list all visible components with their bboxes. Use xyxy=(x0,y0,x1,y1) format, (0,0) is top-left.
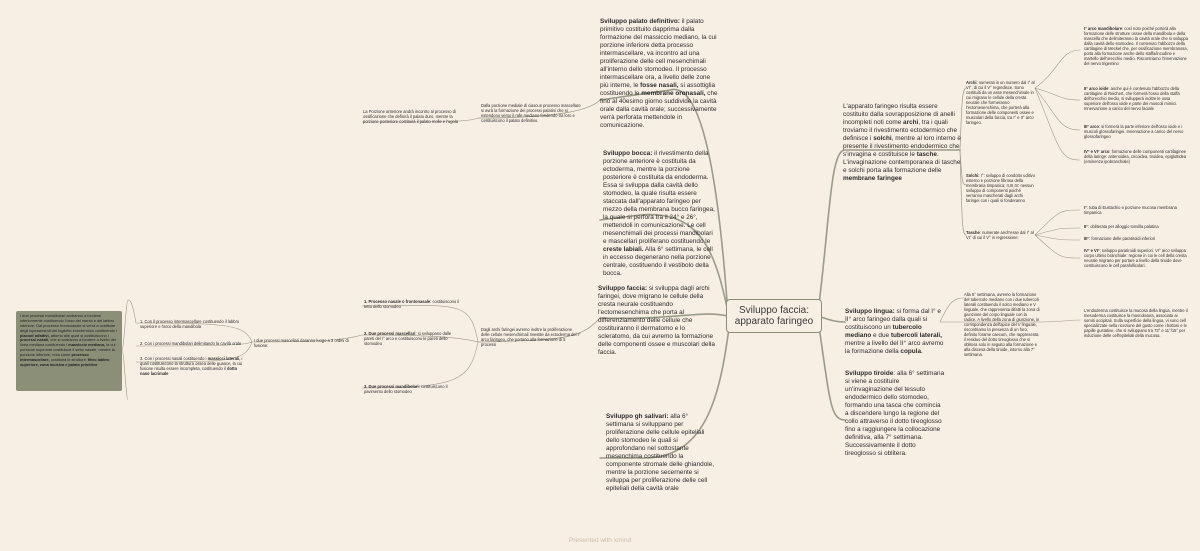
faccia-sub[interactable]: Dagli archi faringei avremo inoltre la proliferazione delle cellule mesenchimali rivestite da ectoderma del I° arco faringeo, che portano alla formazione di 5 processi xyxy=(481,327,581,347)
branch-tiroide xyxy=(818,320,845,420)
footer-credit: Presented with xmind xyxy=(568,537,632,544)
lingua-node[interactable]: Sviluppo lingua: si forma dal I° e II° arco faringeo dalla quali si costituiscono un tubercolo mediano e due tubercoli laterali, mentre a livello del II° arco avremo la formazione della copula. xyxy=(845,308,944,355)
processo-nasale[interactable]: 1. Processo nasale o frontonasale: costituiscono il tetto dello stomodeo xyxy=(364,299,460,309)
tasca-3[interactable]: III°: formazione delle paratiroidi inferiori xyxy=(1084,236,1156,241)
fusione-3[interactable]: 3. Con i processi nasali costituendo i massicci laterali, i quali costituiscono la struttura ossea delle guance, la cui fusione risulta essere incompleta, costituendo il dotto naso lacrimale xyxy=(140,356,243,376)
palato-title: Sviluppo palato definitivo: xyxy=(600,18,680,25)
processi-mandibolari-box[interactable]: I due processi mandibolari andranno a fondersi inferiormente costituendo l'osso del mento e del labbro inferiore. Dal processo frontonasale si verrà a costituire degli ispessimenti del foglietto ectodermico costituendo i placodi olfattivi, attorno alle quali si costituiscono i processi nasali, che si andranno a fondere a livello del linea mediana costituendo i massiccio mediano, la cui porzione superiore costituisce il setto nasale, mentre la porzione inferiore, nota come processo intermascellare, costituirà le strutture: filtro labbro superiore, zona incisiva e palato primitivo xyxy=(16,311,122,391)
palato-sub2[interactable]: La Porzione anteriore andrà incontro al processo di ossificazione che definirà il palato duro, mentre la porzione posteriore costituirà il palato molle e l'ugola xyxy=(363,109,458,124)
processi-mascellari[interactable]: 2. Due processi mascellari: si sviluppano dalle pareti del I° arco e costituiscono le pareti dello stomodeo xyxy=(364,331,452,346)
palato-node[interactable]: Sviluppo palato definitivo: il palato primitivo costituito dapprima dalla formazione del massiccio mediano, la cui porzione inferiore detta processo intermascellare, va incontro ad una proliferazione delle cell mesenchimali all'interno dello stomodeo. Il processo intermascellare ora, a livello delle zone più interne, le fosse nasali, si assottiglia costituendo le membrane oronasali, che fino al 40esimo giorno suddivide la cavità orale dalla cavità orale; successivamente verrà perforata mettendole in comunicazione. xyxy=(600,18,718,129)
ordini-fusione[interactable]: I due processi mascellari daranno luogo a 3 ordini di fusione: xyxy=(254,338,349,348)
solchi-node[interactable]: Solchi: I°: sviluppo di condotto uditivo esterno e porzione fibrosa della membrana timpanica; II,III,IV: nessun sviluppo di componenti poiché verranno mascherati dagli archi faringei con i quali si fonderanno xyxy=(966,173,1035,203)
branch-lingua xyxy=(818,316,845,322)
lingua-sub1[interactable]: Alla 5° settimana, avremo la formazione del tubercolo mediano con i due tubercoli laterali costituendo il solco mediano e V linguale, che rappresenta difatti la zona di giunzione del corpo linguale con la radice. A livello della zona di giunzione, in corrispondenza dell'apice del V linguale, riscontriamo la presenza di un foro, definito forame caecum, che rappresenta il residuo del dotto tireoglosso che si oblitera solo in seguito alla formazione e alla discesa della tiroide, intorno alla 7° settimana. xyxy=(964,292,1040,357)
faccia-node[interactable]: Sviluppo faccia: si sviluppa dagli archi faringei, dove migrano le cellule della cresta neurale costituendo l'ectomesenchima che porta al differenziamento delle cellule che costituiranno il dermatomo e lo scleratomo, da cui avremo la formazione delle componenti ossee e muscolari della faccia. xyxy=(598,285,715,356)
arco-1[interactable]: I° arco mandibolare: così noto poiché porterà alla formazione delle strutture ossee della mandibola e della mascella che delimiteranno la cavità orale che si sviluppa dalla cavità dello stomodeo. Il contenuto l'abbozzo della cartilagine di Meckel che, per ossificazione membranosa, porta alla formazione anche dello staffa/incudine e martello dell'orecchio medio. Riscontriamo l'innervazione del nervo trigemino xyxy=(1084,26,1188,66)
bocca-node[interactable]: Sviluppo bocca: il rivestimento della porzione anteriore è costituita da ectoderma, mentre la porzione posteriore è costituita da endoderma. Essa si sviluppa dalla cavità dello stomodeo, la quale risulta essere staccata dall'apparato faringeo per mezzo della membrana bucco faringea, la quale si perfora tra il 24° e 26°, mettendoli in comunicazione. Le cell mesenchimali dei processi mandibolari e mascellari proliferano costituendo le creste labiali. Alla 6° settimana, le cell in eccesso degenerano nella porzione centrale, costituendo il vestibolo della bocca. xyxy=(603,150,715,277)
tasca-2[interactable]: II°: obliterata per alloggio tonsilla palatina xyxy=(1084,224,1159,229)
archi-node[interactable]: Archi: numerati in un numero dal I° al VI°, di cui il V° regredisce. Sono costituiti da un asse mesenchimale in cui migrano le cellule della cresta neurale che formeranno l'ectomesenchima, che porterà alla formazione delle componenti ossee e muscolari della faccia, tra I° e II° arco faringeo. xyxy=(966,80,1035,125)
tasche-node[interactable]: Tasche: numerate anch'esse dal I° al VI° di cui il V° in regressione: xyxy=(966,230,1034,240)
processi-mandibolari[interactable]: 3. Due processi mandibolari: costituiscono il pavimento dello stomodeo xyxy=(364,384,448,394)
salivari-node[interactable]: Sviluppo gh salivari: alla 6° settimana si sviluppano per proliferazione delle cellule epiteliali dello stomodeo le quali si approfondano nel sottostante mesenchima costituendo la componente stromale delle ghiandole, mentre la porzione secernente si sviluppa per proliferazione delle cell epiteliali della cavità orale xyxy=(606,413,715,492)
central-topic[interactable]: Sviluppo faccia: apparato faringeo xyxy=(726,299,822,333)
fusione-2[interactable]: 2. Con i processi mandibolari delimitando la cavità orale xyxy=(140,341,242,346)
arco-4-6[interactable]: IV° e VI° arco: formazione delle componenti cartilaginee della laringe: aritenoidea, cricoidea, tiroidea, epiglottidea (eminenza ipobranchiale) xyxy=(1084,149,1187,164)
arco-2[interactable]: II° arco ioide: anche qui è contenuto l'abbozzo della cartilagine di Reichert, che formerà l'osso della staffa dell'orecchio medio, si svilupperà inoltre le ossa superiore dell'osso ioide e parte dei muscoli mimici. Innervazione a carico del nervo faciale xyxy=(1084,86,1180,111)
arco-3[interactable]: III° arco: si formerà la parte inferiore dell'osso ioide e i muscoli glossofaringei. Innervazione a carico del nervo glossofaringeo xyxy=(1084,124,1184,139)
fusione-1[interactable]: 1. Con il processo intermascellare costituendo il labbro superiore e l'arco della mandibola xyxy=(140,319,240,329)
palato-sub1[interactable]: Dalla porzione mediale di ciascun processo mascellare si avrà la formazione dei processi palatini che si estendono verso il rafe mediano fondendo tra loro e costituiscono il palato definitivo. xyxy=(481,103,581,123)
faringeo-node[interactable]: L'apparato faringeo risulta essere costituito dalla sovrapposizione di anelli incompleti noti come archi, tra i quali troviamo il rivestimento ectodermico che definisce i solchi, mentre al loro interno è presente il rivestimento endodermico che s'invagina e costituisce le tasche. L'invaginazione contemporanea di tasche e solchi porta alla formazione delle membrane faringee xyxy=(843,103,961,182)
tasca-1[interactable]: I°: tuba di Eustachio e porzione mucosa membrana timpanica xyxy=(1084,205,1177,215)
lingua-sub2[interactable]: L'endoderma costituisce la mucosa della lingua, mentre il mesoderma costituisce la muscolatura, associata ai somiti occipitali. Sulla superficie della lingua, vi sono cell specializzate nella ricezione del gusto come i bottoni e le papille gustative, che si sviluppano tra 73° e 11°/15° per induzione delle cell'epiteliali della mucosa. xyxy=(1084,308,1188,338)
tasca-4-6[interactable]: IV° e VI°: sviluppo paratiroidi superiori. VI° arco sviluppa corpo ultimo branchiale: regione in cui le cell della cresta neurale migrano per portare a livello della tiroide dove costituiscono le cell parafollicolari. xyxy=(1084,248,1187,268)
tiroide-node[interactable]: Sviluppo tiroide: alla 6° settimana si viene a costituire un'invaginazione del tessuto endodermico dello stomodeo, formando una tasca che comincia a discendere lungo la regione del collo attraverso il dotto tireoglosso fino a raggiungere la collocazione definitiva, alla 7° settimana. Successivamente il dotto tireoglosso si oblitera. xyxy=(845,370,945,457)
